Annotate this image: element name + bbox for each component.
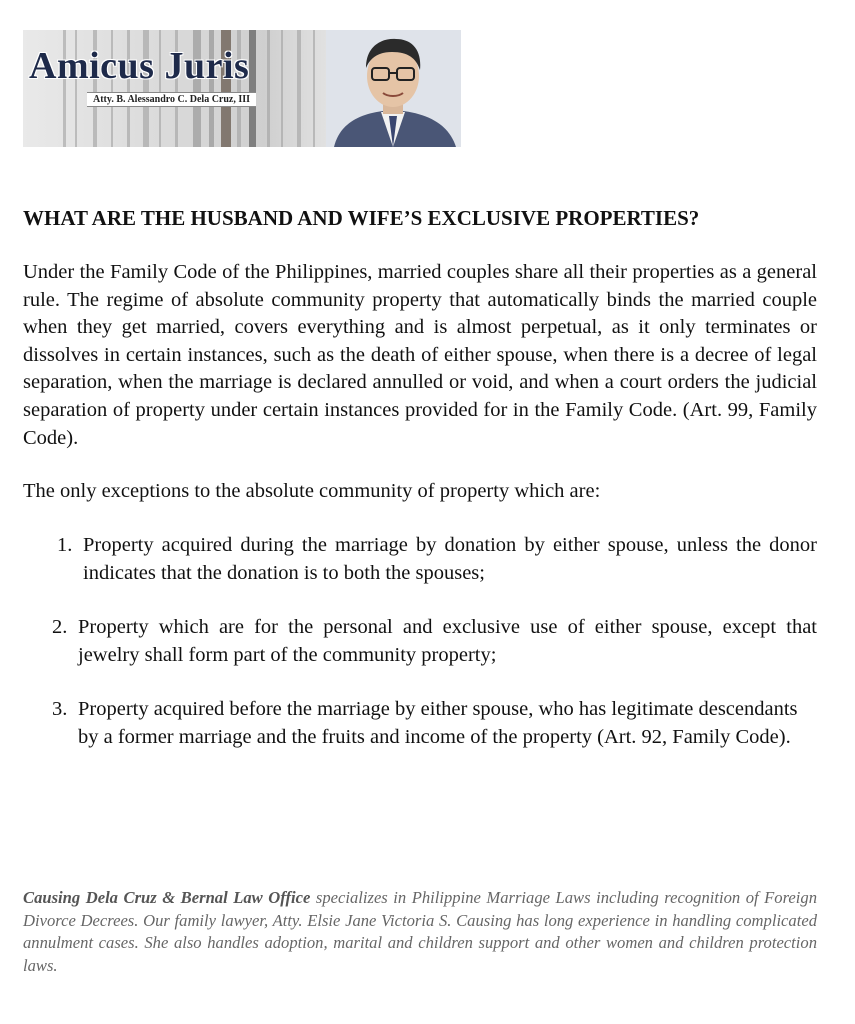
attorney-portrait [326, 30, 461, 147]
list-item-text: Property acquired before the marriage by either spouse, who has legitimate descendants by a former marriage and the fruits and income of the property (Art. 92, Family Code). [78, 698, 798, 748]
exception-list-item [52, 696, 817, 751]
firm-name: Causing Dela Cruz & Bernal Law Office [23, 888, 311, 907]
intro-paragraph: Under the Family Code of the Philippines, married couples share all their properties as a general rule. The regime of absolute community property that automatically binds the married couple when they get married, covers everything and is almost perpetual, as it only terminates or dissolves in certain instances, such as the death of either spouse, when there is a decree of legal separation, when the marriage is declared annulled or void, and when a court orders the judicial separation of property under certain instances provided for in the Family Code. (Art. 99, Family Code). [23, 261, 817, 449]
exceptions-intro: The only exceptions to the absolute community of property which are: [23, 480, 601, 502]
banner-subtitle: Atty. B. Alessandro C. Dela Cruz, III [87, 92, 256, 107]
footer-text: specializes in Philippine Marriage Laws including recognition of Foreign Divorce Decrees. Our family lawyer, Atty. Elsie Jane Victoria S. Causing has long experience in handling complicated annulment cases. She also handles adoption, marital and children support and other women and children protection laws. [23, 888, 817, 975]
article-heading: WHAT ARE THE HUSBAND AND WIFE’S EXCLUSIVE PROPERTIES? [23, 206, 700, 230]
list-number: 1. [57, 534, 73, 556]
exception-list-item [52, 614, 817, 669]
amicus-juris-banner [23, 30, 461, 147]
banner-title: Amicus Juris [29, 45, 250, 87]
exception-list-item [57, 532, 817, 587]
law-office-footer [23, 887, 817, 977]
list-item-text: Property acquired during the marriage by donation by either spouse, unless the donor indicates that the donation is to both the spouses; [83, 534, 817, 584]
list-item-text: Property which are for the personal and exclusive use of either spouse, except that jewelry shall form part of the community property; [78, 616, 817, 666]
list-number: 3. [52, 698, 68, 720]
list-number: 2. [52, 616, 68, 638]
